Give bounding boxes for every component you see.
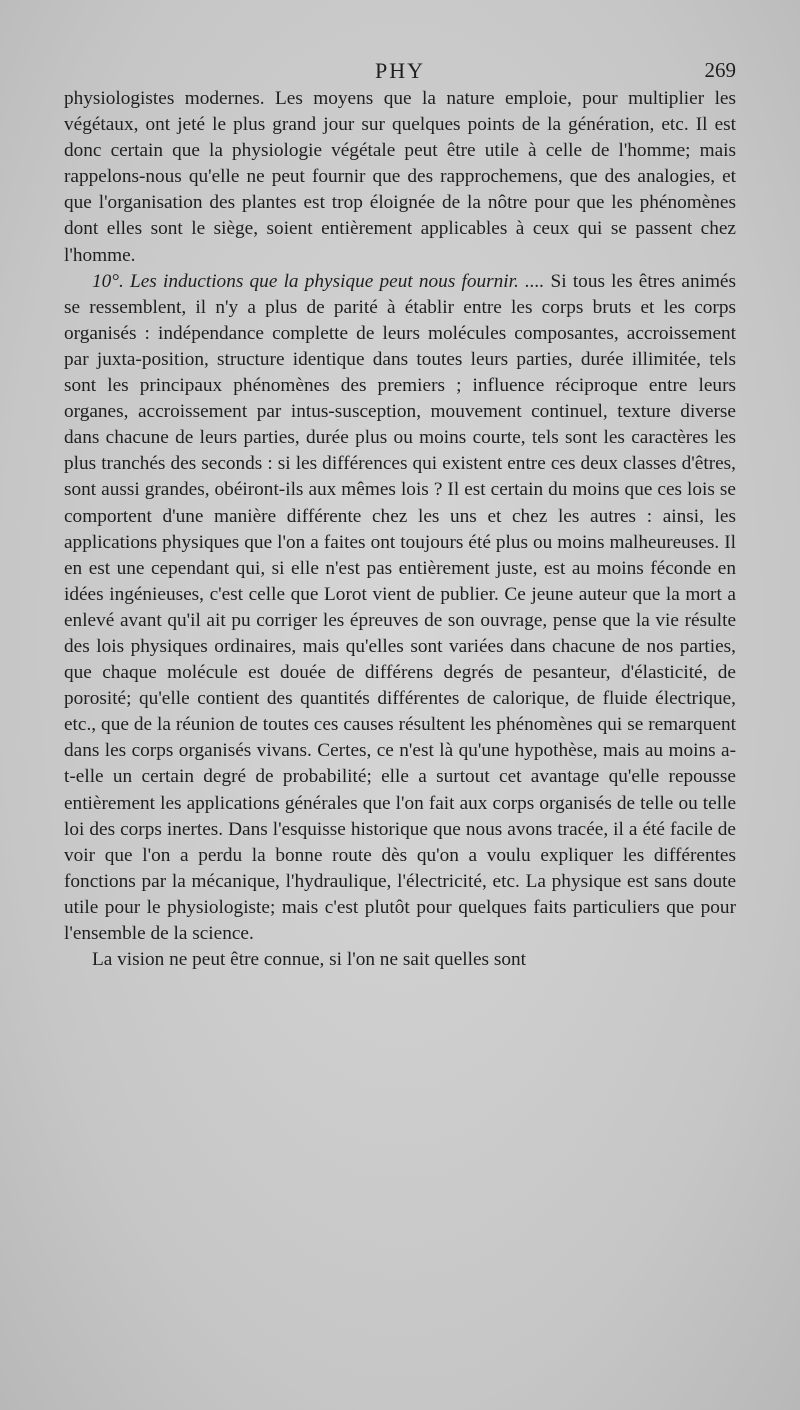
- section-heading: 10°. Les inductions que la physique peut nous fournir. ....: [92, 270, 545, 292]
- page-number: 269: [704, 58, 736, 82]
- paragraph-vision: La vision ne peut être connue, si l'on ne sait quelles sont: [92, 949, 526, 971]
- running-head: PHY: [374, 58, 425, 83]
- paragraph-inductions: [64, 269, 736, 947]
- body-text: [64, 86, 736, 973]
- paragraph-text: Si tous les êtres animés se ressemblent, il n'y a plus de parité à établir entre les corps bruts et les corps organisés : indépendance complette de leurs molécules composantes, accroissement par juxta-position, structure identique dans toutes leurs parties, durée illimitée, tels sont les principaux phénomènes des premiers ; influence réciproque entre leurs organes, accroissement par intus-susception, mouvement continuel, texture diverse dans chacune de leurs parties, durée plus ou moins courte, tels sont les caractères les plus tranchés des seconds : si les différences qui existent entre ces deux classes d'êtres, sont aussi grandes, obéiront-ils aux mêmes lois ? Il est certain du moins que ces lois se comportent d'une manière différente chez les uns et chez les autres : ainsi, les applications physiques que l'on a faites ont toujours été plus ou moins malheureuses. Il en est une cependant qui, si elle n'est pas entièrement juste, est au moins féconde en idées ingénieuses, c'est celle que Lorot vient de publier. Ce jeune auteur que la mort a enlevé avant qu'il ait pu corriger les épreuves de son ouvrage, pense que la vie résulte des lois physiques ordinaires, mais qu'elles sont variées dans chacune de nos parties, que chaque molécule est douée de différens degrés de pesanteur, d'élasticité, de porosité; qu'elle contient des quantités différentes de calorique, de fluide électrique, etc., que de la réunion de toutes ces causes résultent les phénomènes qui se remarquent dans les corps organisés vivans. Certes, ce n'est là qu'une hypothèse, mais au moins a-t-elle un certain degré de probabilité; elle a surtout cet avantage qu'elle repousse entièrement les applications générales que l'on fait aux corps organisés de telle ou telle loi des corps inertes. Dans l'esquisse historique que nous avons tracée, il a été facile de voir que l'on a perdu la bonne route dès qu'on a voulu expliquer les différentes fonctions par la mécanique, l'hydraulique, l'électricité, etc. La physique est sans doute utile pour le physiologiste; mais c'est plutôt pour quelques faits particuliers que pour l'ensemble de la science.: [64, 270, 736, 944]
- paragraph-continued: physiologistes modernes. Les moyens que la nature emploie, pour multiplier les végétaux, ont jeté le plus grand jour sur quelques points de la génération, etc. Il est donc certain que la physiologie végétale peut être utile à celle de l'homme; mais rappelons-nous qu'elle ne peut fournir que des rapprochemens, que des analogies, et que l'organisation des plantes est trop éloignée de la nôtre pour que les phénomènes dont elles sont le siège, soient entièrement applicables à ceux qui se passent chez l'homme.: [64, 88, 736, 266]
- page-header: [64, 58, 736, 88]
